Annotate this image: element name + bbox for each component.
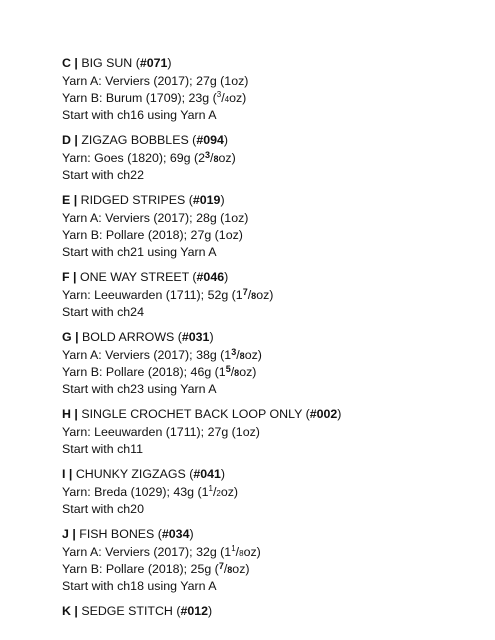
fraction-numerator: 7 (218, 561, 224, 571)
pattern-heading: C | BIG SUN (#071) (62, 56, 172, 70)
fraction-numerator: 5 (225, 364, 231, 374)
pattern-letter: F | (62, 270, 77, 284)
detail-unit: oz) (243, 545, 261, 559)
fraction-denominator: 8 (239, 549, 244, 558)
pattern-code: #031 (181, 330, 210, 344)
pattern-letter: I | (62, 467, 73, 481)
yarn-detail-line (62, 501, 482, 518)
yarn-detail-line (62, 287, 482, 304)
pattern-name: ONE WAY STREET (79, 270, 189, 284)
pattern-letter: H | (62, 407, 78, 421)
fraction-denominator: 8 (234, 368, 240, 378)
pattern-name: FISH BONES (79, 527, 155, 541)
fraction: $^1$/8 (231, 544, 244, 559)
detail-unit: oz) (239, 365, 257, 379)
detail-text: Yarn B: Pollare (2018); 46g (1 (62, 365, 226, 379)
pattern-heading: H | SINGLE CROCHET BACK LOOP ONLY (#002) (62, 407, 342, 421)
pattern-code: #002 (309, 407, 338, 421)
detail-text: Start with ch23 using Yarn A (62, 382, 217, 396)
pattern-letter: D | (62, 133, 78, 147)
pattern-code: #041 (193, 467, 221, 481)
pattern-entry (62, 526, 482, 595)
pattern-letter: C | (62, 56, 78, 70)
pattern-heading: I | CHUNKY ZIGZAGS (#041) (62, 467, 226, 481)
fraction-numerator: 1 (208, 484, 213, 493)
detail-text: Start with ch22 (62, 168, 144, 182)
detail-text: Yarn B: Pollare (2018); 25g ( (62, 562, 219, 576)
pattern-entry (62, 406, 482, 458)
fraction-numerator: 7 (242, 287, 248, 297)
detail-text: Start with ch18 using Yarn A (62, 579, 217, 593)
detail-text: Yarn B: Burum (1709); 23g ( (62, 91, 217, 105)
detail-text: Yarn A: Verviers (2017); 28g (1oz) (62, 211, 249, 225)
fraction-denominator: 8 (251, 291, 257, 301)
pattern-code: #094 (196, 133, 224, 147)
detail-text: Yarn: Breda (1029); 43g (1 (62, 485, 209, 499)
pattern-code: #019 (192, 193, 221, 207)
detail-text: Yarn A: Verviers (2017); 38g (1 (62, 348, 232, 362)
yarn-detail-line (62, 484, 482, 501)
detail-text: Start with ch11 (62, 442, 144, 456)
yarn-detail-line (62, 73, 482, 90)
yarn-detail-line (62, 244, 482, 261)
pattern-letter: G | (62, 330, 79, 344)
pattern-heading: F | ONE WAY STREET (#046) (62, 270, 229, 284)
detail-text: Start with ch21 using Yarn A (62, 245, 217, 259)
fraction: $^7$/8 (242, 287, 257, 302)
yarn-detail-line (62, 210, 482, 227)
pattern-name: BOLD ARROWS (82, 330, 175, 344)
pattern-name: SINGLE CROCHET BACK LOOP ONLY (81, 407, 303, 421)
detail-text: Yarn: Goes (1820); 69g (2 (62, 151, 206, 165)
yarn-detail-line (62, 90, 482, 107)
yarn-detail-line (62, 167, 482, 184)
yarn-detail-line (62, 107, 482, 124)
pattern-code: #034 (161, 527, 190, 541)
detail-unit: oz) (229, 91, 247, 105)
detail-unit: oz) (232, 562, 250, 576)
fraction: $^3$/8 (231, 347, 245, 362)
fraction-numerator: 3 (231, 347, 237, 357)
pattern-entry (62, 269, 482, 321)
fraction-numerator: 3 (205, 150, 211, 160)
detail-unit: oz) (244, 348, 262, 362)
yarn-detail-line (62, 381, 482, 398)
pattern-letter: K | (62, 604, 78, 618)
pattern-entry (62, 329, 482, 398)
yarn-detail-line (62, 304, 482, 321)
yarn-detail-line (62, 347, 482, 364)
pattern-heading: E | RIDGED STRIPES (#019) (62, 193, 225, 207)
detail-text: Yarn B: Pollare (2018); 27g (1oz) (62, 228, 243, 242)
pattern-list (62, 55, 482, 628)
pattern-letter: J | (62, 527, 76, 541)
yarn-detail-line (62, 227, 482, 244)
pattern-heading: D | ZIGZAG BOBBLES (#094) (62, 133, 229, 147)
detail-text: Yarn: Leeuwarden (1711); 52g (1 (62, 288, 243, 302)
fraction-denominator: 8 (213, 154, 219, 164)
detail-text: Yarn: Leeuwarden (1711); 27g (1oz) (62, 425, 260, 439)
pattern-name: BIG SUN (81, 56, 133, 70)
pattern-entry (62, 192, 482, 261)
fraction: $^1$/2 (208, 484, 221, 499)
detail-text: Start with ch16 using Yarn A (62, 108, 217, 122)
detail-text: Yarn A: Verviers (2017); 32g (1 (62, 545, 232, 559)
fraction-denominator: 2 (216, 489, 221, 498)
pattern-heading: G | BOLD ARROWS (#031) (62, 330, 214, 344)
detail-text: Start with ch20 (62, 502, 144, 516)
fraction-denominator: 4 (224, 95, 230, 104)
pattern-name: CHUNKY ZIGZAGS (75, 467, 186, 481)
pattern-entry (62, 603, 482, 620)
fraction: $^3$/8 (205, 150, 219, 165)
pattern-name: ZIGZAG BOBBLES (81, 133, 189, 147)
detail-unit: oz) (256, 288, 274, 302)
fraction-denominator: 8 (227, 565, 233, 575)
detail-text: Start with ch24 (62, 305, 144, 319)
pattern-heading: K | SEDGE STITCH (#012) (62, 604, 213, 618)
fraction: $^3$/4 (216, 90, 230, 105)
yarn-detail-line (62, 424, 482, 441)
pattern-entry (62, 132, 482, 184)
pattern-name: SEDGE STITCH (81, 604, 173, 618)
yarn-detail-line (62, 578, 482, 595)
fraction-denominator: 8 (239, 351, 245, 361)
detail-unit: oz) (220, 485, 239, 499)
fraction: $^5$/8 (225, 364, 240, 379)
pattern-code: #012 (180, 604, 209, 618)
yarn-detail-line (62, 441, 482, 458)
fraction: $^7$/8 (218, 561, 233, 576)
yarn-detail-line (62, 544, 482, 561)
pattern-code: #046 (196, 270, 225, 284)
pattern-letter: E | (62, 193, 78, 207)
pattern-entry (62, 55, 482, 124)
yarn-detail-line (62, 364, 482, 381)
pattern-heading: J | FISH BONES (#034) (62, 527, 194, 541)
pattern-name: RIDGED STRIPES (80, 193, 186, 207)
fraction-numerator: 3 (216, 90, 222, 99)
detail-unit: oz) (218, 151, 236, 165)
detail-text: Yarn A: Verviers (2017); 27g (1oz) (62, 74, 249, 88)
pattern-entry (62, 466, 482, 518)
pattern-code: #071 (139, 56, 168, 70)
fraction-numerator: 1 (231, 544, 236, 553)
yarn-detail-line (62, 561, 482, 578)
yarn-detail-line (62, 150, 482, 167)
